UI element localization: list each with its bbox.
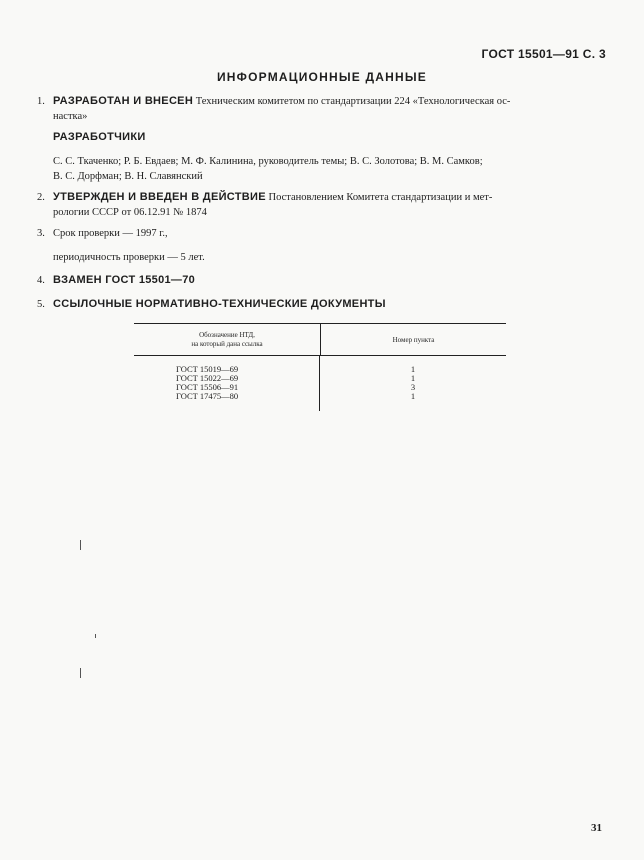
item-1-text-cont: настка» (53, 111, 88, 122)
developers-list (37, 154, 607, 184)
item-2 (37, 190, 607, 220)
table-header-clause: Номер пункта (392, 335, 435, 344)
scan-mark (95, 634, 96, 638)
item-1-text: Техническим комитетом по стандартизации 224 «Технологическая ос- (193, 96, 511, 107)
table-header-doc-line-1: Обозначение НТД, (199, 330, 255, 339)
table-clause-column (320, 356, 506, 411)
item-2-text: Постановлением Комитета стандартизации и мет- (265, 192, 493, 203)
table-header-doc-line-2: на который дана ссылка (191, 339, 263, 348)
page-number: 31 (591, 822, 602, 834)
table-row-clause: 1 (410, 391, 416, 401)
item-1 (37, 94, 607, 124)
developers-heading: РАЗРАБОТЧИКИ (53, 131, 146, 143)
developers-heading-block (37, 130, 607, 145)
item-2-text-cont: рологии СССР от 06.12.91 № 1874 (53, 207, 207, 218)
table-header-doc (134, 324, 321, 355)
table-header-row (134, 324, 506, 356)
table-row-clause: 1 (410, 364, 416, 374)
item-4-number: 4. (37, 275, 45, 286)
item-4 (37, 273, 607, 288)
table-doc-column (134, 356, 320, 411)
page-title: ИНФОРМАЦИОННЫЕ ДАННЫЕ (216, 70, 428, 84)
item-2-heading: УТВЕРЖДЕН И ВВЕДЕН В ДЕЙСТВИЕ (53, 191, 266, 203)
item-3-text: Срок проверки — 1997 г., (53, 228, 168, 239)
table-row-doc: ГОСТ 17475—80 (176, 391, 239, 401)
table-row-doc: ГОСТ 15019—69 (176, 364, 239, 374)
developers-line-2: В. С. Дорфман; В. Н. Славянский (53, 171, 203, 182)
item-3 (37, 226, 607, 241)
item-5-heading: ССЫЛОЧНЫЕ НОРМАТИВНО-ТЕХНИЧЕСКИЕ ДОКУМЕНТЫ (53, 298, 386, 310)
table-body (134, 356, 506, 411)
item-1-heading: РАЗРАБОТАН И ВНЕСЕН (53, 95, 194, 107)
page-header-code: ГОСТ 15501—91 С. 3 (481, 47, 606, 61)
scan-mark (80, 668, 81, 678)
item-5-number: 5. (37, 299, 45, 310)
item-3-number: 3. (37, 228, 45, 239)
item-1-number: 1. (37, 96, 45, 107)
scan-mark (80, 540, 81, 550)
item-4-heading: ВЗАМЕН ГОСТ 15501—70 (53, 274, 196, 286)
item-3-text-2: периодичность проверки — 5 лет. (53, 252, 205, 263)
references-table (134, 323, 506, 411)
developers-line-1: С. С. Ткаченко; Р. Б. Евдаев; М. Ф. Калинина, руководитель темы; В. С. Золотова; В. М. Самков; (53, 156, 483, 167)
item-5 (37, 297, 607, 312)
item-2-number: 2. (37, 192, 45, 203)
table-row-doc: ГОСТ 15506—91 (176, 382, 239, 392)
item-3-cont (37, 250, 607, 265)
table-row-clause: 3 (410, 382, 416, 392)
table-row-clause: 1 (410, 373, 416, 383)
table-row-doc: ГОСТ 15022—69 (176, 373, 239, 383)
